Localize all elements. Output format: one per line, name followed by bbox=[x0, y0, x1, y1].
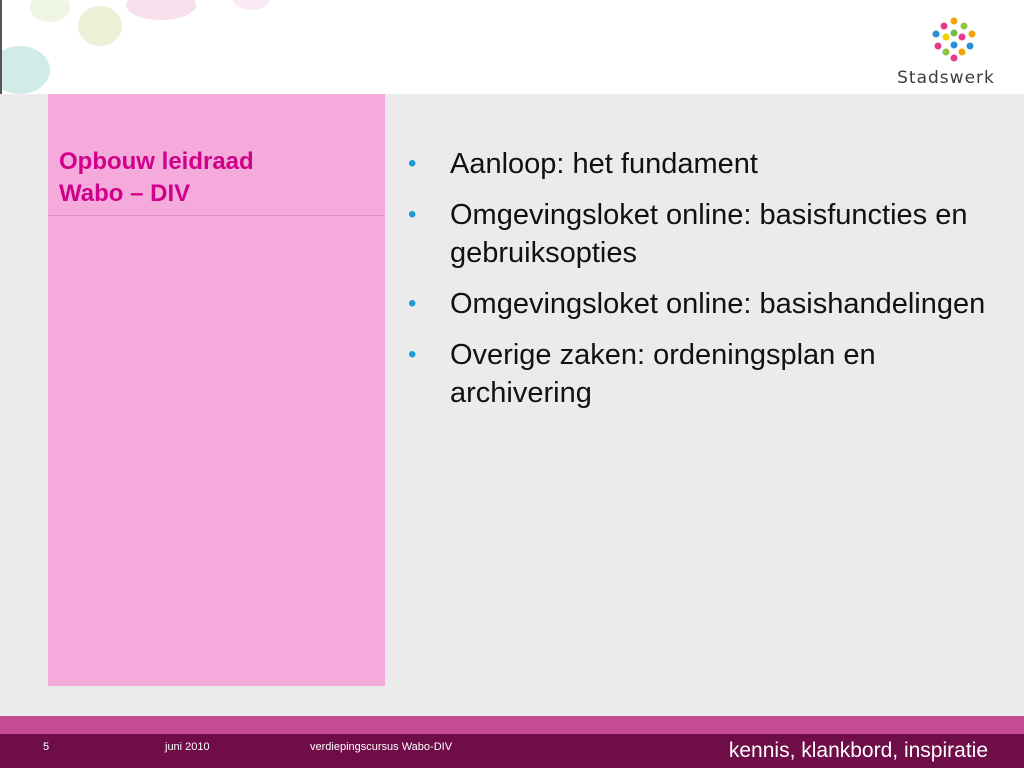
bullet-item bbox=[408, 336, 993, 412]
bullet-list bbox=[408, 145, 993, 425]
footer-slogan: kennis, klankbord, inspiratie bbox=[728, 739, 988, 762]
decorative-circle bbox=[30, 0, 70, 22]
bullet-item bbox=[408, 196, 993, 272]
stadswerk-logo bbox=[896, 16, 996, 94]
footer-bar bbox=[0, 734, 1024, 768]
bullet-text: Aanloop: het fundament bbox=[450, 148, 758, 180]
footer-course: verdiepingscursus Wabo-DIV bbox=[310, 741, 453, 753]
footer-accent-band bbox=[0, 716, 1024, 734]
title-divider bbox=[48, 215, 385, 216]
flower-logo-icon bbox=[926, 16, 982, 68]
decorative-circle bbox=[232, 0, 270, 10]
slide-number: 5 bbox=[43, 741, 50, 753]
left-edge-rule bbox=[0, 0, 2, 94]
bullet-icon: • bbox=[408, 341, 417, 368]
logo-wordmark: Stadswerk bbox=[897, 68, 995, 88]
decorative-circle bbox=[126, 0, 196, 20]
bullet-icon: • bbox=[408, 290, 417, 317]
slide-title bbox=[59, 146, 254, 210]
title-panel bbox=[48, 94, 385, 686]
bullet-item bbox=[408, 145, 993, 183]
header-band bbox=[0, 0, 1024, 94]
slide-title-line-1: Opbouw leidraad bbox=[59, 148, 254, 175]
bullet-text: Overige zaken: ordeningsplan en archivering bbox=[450, 339, 876, 409]
slide-title-line-2: Wabo – DIV bbox=[59, 180, 191, 207]
bullet-text: Omgevingsloket online: basisfuncties en gebruiksopties bbox=[450, 199, 968, 269]
bullet-icon: • bbox=[408, 150, 417, 177]
footer-date: juni 2010 bbox=[165, 741, 210, 753]
bullet-item bbox=[408, 285, 993, 323]
decorative-circle bbox=[78, 6, 122, 46]
bullet-icon: • bbox=[408, 201, 417, 228]
bullet-text: Omgevingsloket online: basishandelingen bbox=[450, 288, 986, 320]
decorative-circle bbox=[0, 46, 50, 94]
